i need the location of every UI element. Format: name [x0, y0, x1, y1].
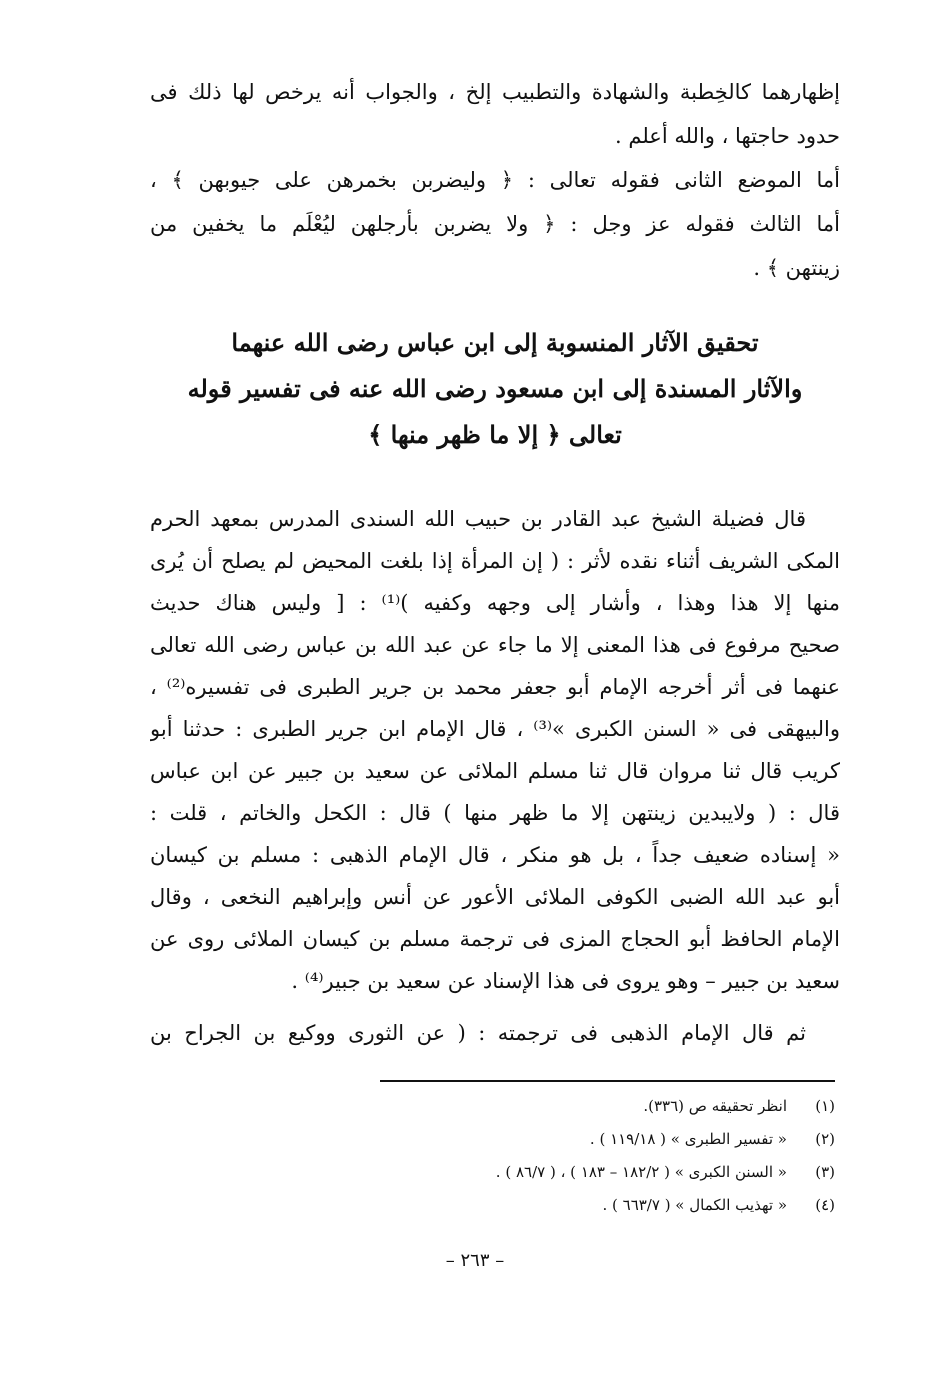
body-line: سعيد بن جبير – وهو يروى فى هذا الإسناد عن سعيد بن جبير⁽⁴⁾ . — [291, 969, 840, 993]
heading-line: تعالى ﴿ إلا ما ظهر منها ﴾ — [368, 420, 622, 449]
body-line: أبو عبد الله الضبى الكوفى الملائى الأعور عن أنس وإبراهيم النخعى ، وقال — [150, 885, 840, 909]
body-line: عنهما فى أثر أخرجه الإمام أبو جعفر محمد بن جرير الطبرى فى تفسيره⁽²⁾ ، — [150, 675, 840, 699]
footnote — [380, 1123, 835, 1156]
intro-line: أما الموضع الثانى فقوله تعالى : ﴿ وليضربن بخمرهن على جيوبهن ﴾ ، — [150, 168, 840, 192]
body-line: كريب قال ثنا مروان قال ثنا مسلم الملائى عن سعيد بن جبير عن ابن عباس — [150, 759, 840, 783]
paragraph-gap — [150, 1002, 840, 1012]
footnote-text: « تهذيب الكمال » ( ٦٦٣/٧ ) . — [602, 1196, 787, 1214]
footnote-text: انظر تحقيقه ص (٣٣٦). — [643, 1097, 787, 1115]
intro-line: حدود حاجتها ، والله أعلم . — [615, 124, 840, 148]
footnote-number: (٢) — [815, 1130, 835, 1148]
page-body — [150, 70, 840, 1054]
body-line: المكى الشريف أثناء نقده لأثر : ( إن المرأة إذا بلغت المحيض لم يصلح أن يُرى — [150, 549, 840, 573]
heading-line: والآثار المسندة إلى ابن مسعود رضى الله عنه فى تفسير قوله — [187, 374, 803, 403]
body-line: والبيهقى فى « السنن الكبرى »⁽³⁾ ، قال الإمام ابن جرير الطبرى : حدثنا أبو — [150, 717, 840, 741]
footnotes — [380, 1080, 835, 1222]
body-line: قال فضيلة الشيخ عبد القادر بن حبيب الله السندى المدرس بمعهد الحرم — [150, 507, 806, 531]
body-line: قال : ( ولايبدين زينتهن إلا ما ظهر منها ) قال : الكحل والخاتم ، قلت : — [150, 801, 840, 825]
body-line: الإمام الحافظ أبو الحجاج المزى فى ترجمة مسلم بن كيسان الملائى روى عن — [150, 927, 840, 951]
footnote-number: (٣) — [815, 1163, 835, 1181]
footnote-text: « السنن الكبرى » ( ١٨٢/٢ – ١٨٣ ) ، ( ٨٦/٧ ) . — [495, 1163, 787, 1181]
intro-line: زينتهن ﴾ . — [753, 256, 840, 280]
intro-paragraph — [150, 70, 840, 290]
footnote-number: (١) — [815, 1097, 835, 1115]
footnote-text: « تفسير الطبرى » ( ١١٩/١٨ ) . — [589, 1130, 787, 1148]
heading-line: تحقيق الآثار المنسوبة إلى ابن عباس رضى الله عنهما — [231, 328, 759, 357]
footnote — [380, 1189, 835, 1222]
page-number: – ٢٦٣ – — [445, 1250, 505, 1271]
intro-line: إظهارهما كالخِطبة والشهادة والتطبيب إلخ ، والجواب أنه يرخص لها ذلك فى — [150, 80, 840, 104]
body-line: منها إلا هذا وهذا ، وأشار إلى وجهه وكفيه )⁽¹⁾ : [ وليس هناك حديث — [150, 591, 840, 615]
body-line: « إسناده ضعيف جداً ، بل هو منكر ، قال الإمام الذهبى : مسلم بن كيسان — [150, 843, 840, 867]
intro-line: أما الثالث فقوله عز وجل : ﴿ ولا يضربن بأرجلهن ليُعْلَم ما يخفين من — [150, 212, 840, 236]
body-line: ثم قال الإمام الذهبى فى ترجمته : ( عن الثورى ووكيع بن الجراح بن — [150, 1021, 806, 1045]
body-line: صحيح مرفوع فى هذا المعنى إلا ما جاء عن عبد الله بن عباس رضى الله تعالى — [150, 633, 840, 657]
section-heading — [150, 320, 840, 458]
footnote — [380, 1156, 835, 1189]
footnote — [380, 1090, 835, 1123]
footnote-number: (٤) — [815, 1196, 835, 1214]
main-paragraph — [150, 498, 840, 1054]
